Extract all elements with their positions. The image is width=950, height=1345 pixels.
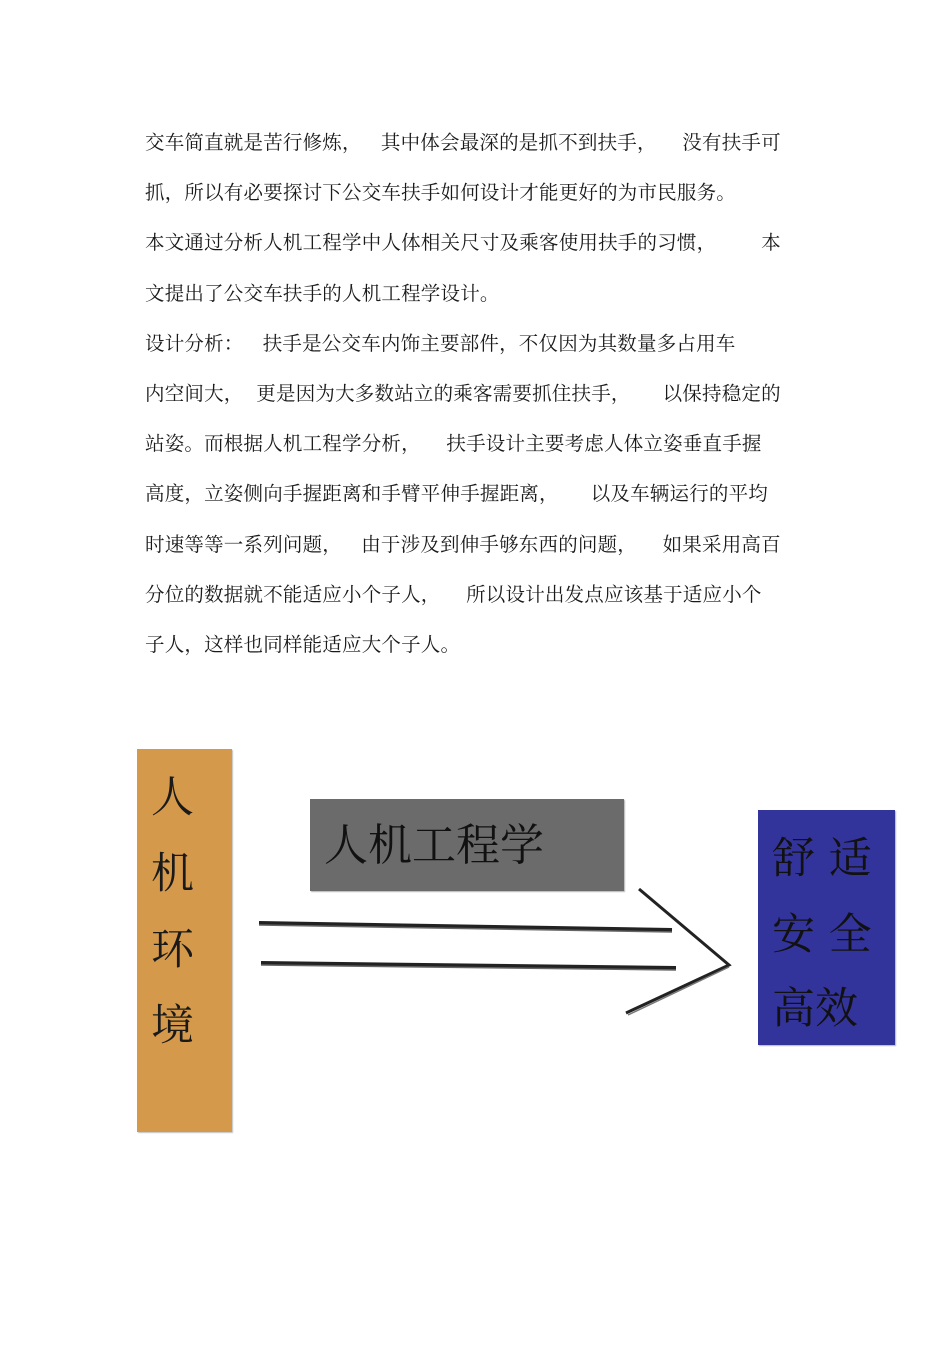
paragraph-line: 站姿。而根据人机工程学分析， 扶手设计主要考虑人体立姿垂直手握: [145, 432, 762, 456]
paragraph-line: 内空间大， 更是因为大多数站立的乘客需要抓住扶手， 以保持稳定的: [145, 381, 781, 405]
arrow-head: [626, 889, 729, 1013]
left-box-char: 境: [151, 1001, 194, 1051]
paragraph-line: 设计分析： 扶手是公交车内饰主要部件，不仅因为其数量多占用车: [145, 331, 736, 355]
right-box-line: 高效: [772, 984, 858, 1034]
paragraph-line: 高度，立姿侧向手握距离和手臂平伸手握距离， 以及车辆运行的平均: [145, 482, 768, 506]
paragraph-line: 时速等等一系列问题， 由于涉及到伸手够东西的问题， 如果采用高百: [145, 532, 781, 556]
left-box-char: 人: [151, 773, 194, 823]
paragraph-line: 本文通过分析人机工程学中人体相关尺寸及乘客使用扶手的习惯， 本: [145, 231, 781, 255]
paragraph-line: 子人，这样也同样能适应大个子人。: [145, 632, 461, 656]
left-box-char: 机: [151, 849, 194, 899]
paragraph-line: 分位的数据就不能适应小个子人， 所以设计出发点应该基于适应小个: [145, 582, 762, 606]
paragraph-line: 抓，所以有必要探讨下公交车扶手如何设计才能更好的为市民服务。: [145, 181, 737, 205]
arrow-head-shadow: [628, 967, 729, 1015]
paragraph-line: 文提出了公交车扶手的人机工程学设计。: [145, 281, 500, 305]
left-box-char: 环: [151, 925, 194, 975]
paragraph-line: 交车简直就是苦行修炼， 其中体会最深的是抓不到扶手， 没有扶手可: [145, 131, 781, 154]
right-box-line: 舒 适: [772, 834, 872, 884]
ergonomics-label: 人机工程学: [324, 820, 544, 871]
comfort-safety-efficiency-box: [758, 810, 895, 1045]
right-box-line: 安 全: [772, 910, 872, 960]
